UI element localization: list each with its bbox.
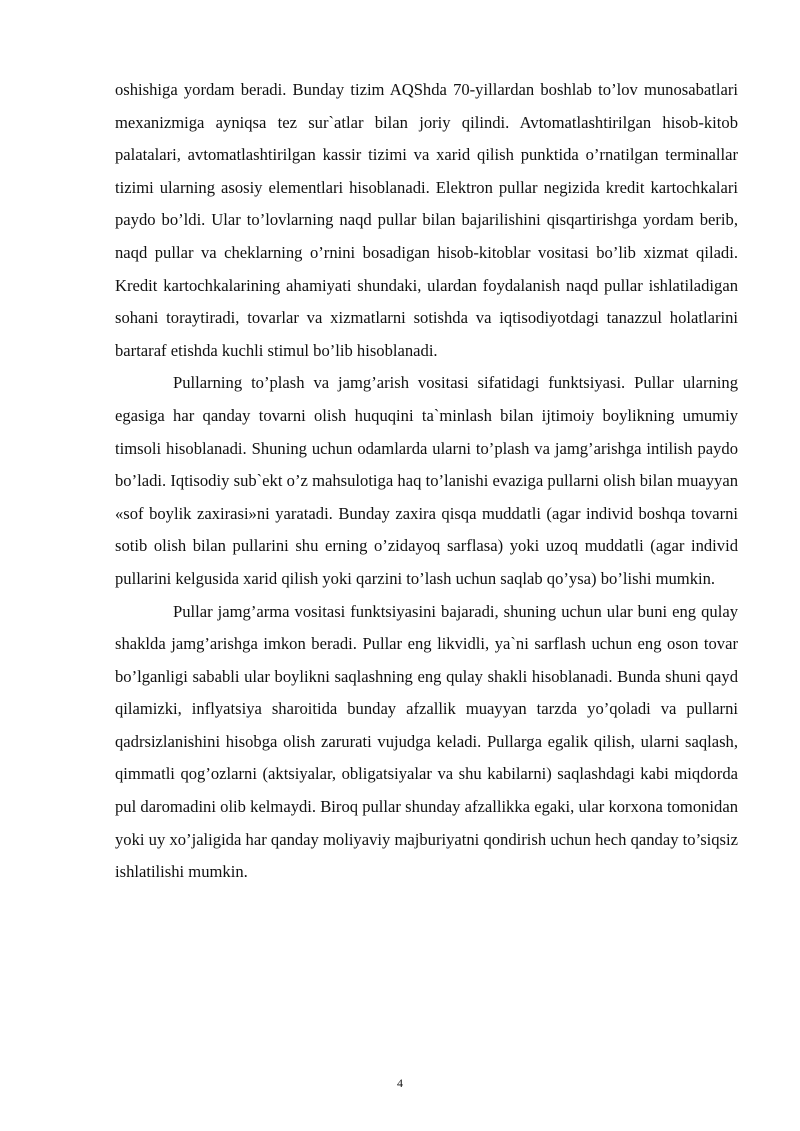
page-number: 4 (397, 1076, 403, 1090)
paragraph-continuation: oshishiga yordam beradi. Bunday tizim AQShda 70-yillardan boshlab to’lov munosabatlari mexanizmiga ayniqsa tez sur`atlar bilan joriy qilindi. Avtomatlashtirilgan hisob-kitob palatalari, avtomatlashtirilgan kassir tizimi va xarid qilish punktida o’rnatilgan terminallar tizimi ularning asosiy elementlari hisoblanadi. Elektron pullar negizida kredit kartochkalari paydo bo’ldi. Ular to’lovlarning naqd pullar bilan bajarilishini qisqartirishga yordam berib, naqd pullar va cheklarning o’rnini bosadigan hisob-kitoblar vositasi bo’lib xizmat qiladi. Kredit kartochkalarining ahamiyati shundaki, ulardan foydalanish naqd pullar ishlatiladigan sohani toraytiradi, tovarlar va xizmatlarni sotishda va iqtisodiyotdagi tanazzul holatlarini bartaraf etishda kuchli stimul bo’lib hisoblanadi. (115, 80, 738, 360)
body-text (115, 74, 738, 889)
paragraph-accumulation-function: Pullar jamg’arma vositasi funktsiyasini bajaradi, shuning uchun ular buni eng qulay shaklda jamg’arishga imkon beradi. Pullar eng likvidli, ya`ni sarflash uchun eng oson tovar bo’lganligi sababli ular boylikni saqlashning eng qulay shakli hisoblanadi. Bunda shuni qayd qilamizki, inflyatsiya sharoitida bunday afzallik muayyan tarzda yo’qoladi va pullarni qadrsizlanishini hisobga olish zarurati vujudga keladi. Pullarga egalik qilish, ularni saqlash, qimmatli qog’ozlarni (aktsiyalar, obligatsiyalar va shu kabilarni) saqlashdagi kabi miqdorda pul daromadini olib kelmaydi. Biroq pullar shunday afzallikka egaki, ular korxona tomonidan yoki uy xo’jaligida har qanday moliyaviy majburiyatni qondirish uchun hech qanday to’siqsiz ishlatilishi mumkin. (115, 601, 738, 882)
paragraph-saving-function: Pullarning to’plash va jamg’arish vositasi sifatidagi funktsiyasi. Pullar ularning egasiga har qanday tovarni olish huquqini ta`minlash bilan ijtimoiy boylikning umumiy timsoli hisoblanadi. Shuning uchun odamlarda ularni to’plash va jamg’arishga intilish paydo bo’ladi. Iqtisodiy sub`ekt o’z mahsulotiga haq to’lanishi evaziga pullarni olish bilan muayyan «sof boylik zaxirasi»ni yaratadi. Bunday zaxira qisqa muddatli (agar individ boshqa tovarni sotib olish bilan pullarini shu erning o’zidayoq sarflasa) yoki uzoq muddatli (agar individ pullarini kelgusida xarid qilish yoki qarzini to’lash uchun saqlab qo’ysa) bo’lishi mumkin. (115, 373, 738, 588)
